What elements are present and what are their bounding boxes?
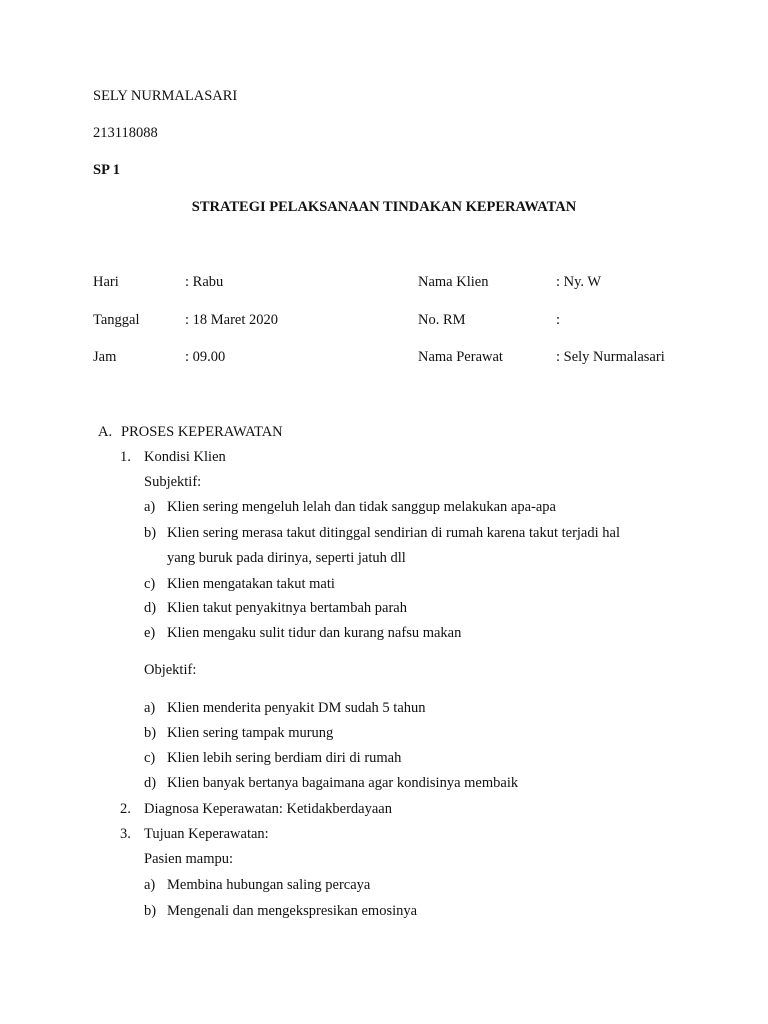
sp-label: SP 1 [93,162,120,178]
item-3-title: Tujuan Keperawatan: [144,826,269,842]
objektif-marker-c: c) [144,750,156,766]
item-2-text: Diagnosa Keperawatan: Ketidakberdayaan [144,801,392,817]
objektif-text-a: Klien menderita penyakit DM sudah 5 tahun [167,700,426,716]
subjektif-marker-e: e) [144,625,156,641]
objektif-text-c: Klien lebih sering berdiam diri di rumah [167,750,402,766]
subjektif-text-b-cont: yang buruk pada dirinya, seperti jatuh dll [167,550,406,566]
info-value-hari: : Rabu [185,274,224,290]
item-1-marker: 1. [120,449,131,465]
subjektif-label: Subjektif: [144,474,202,490]
info-value-jam: : 09.00 [185,349,226,365]
objektif-marker-b: b) [144,725,157,741]
objektif-label: Objektif: [144,662,197,678]
tujuan-marker-b: b) [144,903,157,919]
subjektif-marker-b: b) [144,525,157,541]
tujuan-text-a: Membina hubungan saling percaya [167,877,371,893]
item-1-title: Kondisi Klien [144,449,226,465]
objektif-marker-a: a) [144,700,156,716]
item-2-marker: 2. [120,801,131,817]
section-a-title: PROSES KEPERAWATAN [121,424,283,440]
info-value-tanggal: : 18 Maret 2020 [185,312,279,328]
subjektif-marker-a: a) [144,499,156,515]
subjektif-text-d: Klien takut penyakitnya bertambah parah [167,600,407,616]
tujuan-text-b: Mengenali dan mengekspresikan emosinya [167,903,418,919]
info-label-no-rm: No. RM [418,312,466,328]
subjektif-text-c: Klien mengatakan takut mati [167,576,335,592]
subjektif-marker-d: d) [144,600,157,616]
item-3-sub-label: Pasien mampu: [144,851,234,867]
subjektif-marker-c: c) [144,576,156,592]
student-id: 213118088 [93,125,158,141]
document-title: STRATEGI PELAKSANAAN TINDAKAN KEPERAWATAN [191,199,577,215]
subjektif-text-e: Klien mengaku sulit tidur dan kurang nafsu makan [167,625,462,641]
item-3-marker: 3. [120,826,131,842]
objektif-marker-d: d) [144,775,157,791]
info-label-nama-klien: Nama Klien [418,274,489,290]
subjektif-text-a: Klien sering mengeluh lelah dan tidak sanggup melakukan apa-apa [167,499,556,515]
info-value-nama-klien: : Ny. W [556,274,602,290]
info-label-nama-perawat: Nama Perawat [418,349,503,365]
tujuan-marker-a: a) [144,877,156,893]
objektif-text-d: Klien banyak bertanya bagaimana agar kondisinya membaik [167,775,519,791]
info-label-jam: Jam [93,349,117,365]
section-a-marker: A. [98,424,113,440]
info-label-tanggal: Tanggal [93,312,140,328]
info-label-hari: Hari [93,274,119,290]
author-name: SELY NURMALASARI [93,88,238,104]
info-value-nama-perawat: : Sely Nurmalasari [556,349,665,365]
objektif-text-b: Klien sering tampak murung [167,725,334,741]
info-value-no-rm: : [556,312,561,328]
subjektif-text-b: Klien sering merasa takut ditinggal sendirian di rumah karena takut terjadi hal [167,525,620,541]
